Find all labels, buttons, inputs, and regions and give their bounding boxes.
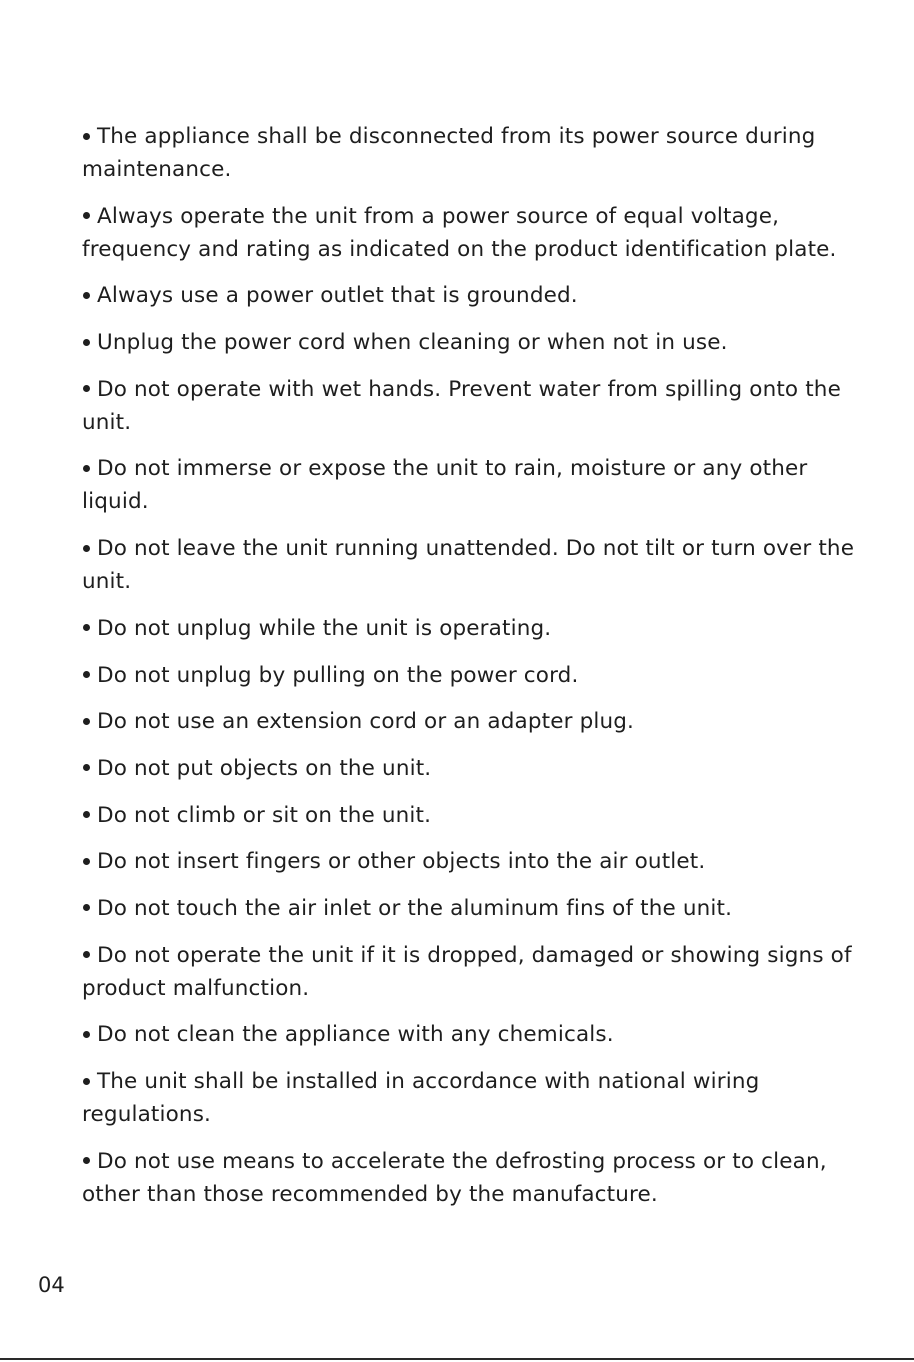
safety-item: [82, 326, 872, 359]
safety-item-text: Always use a power outlet that is grounded.: [97, 283, 578, 309]
bullet-icon: [83, 133, 90, 140]
safety-item-text: Do not touch the air inlet or the aluminum fins of the unit.: [97, 895, 733, 921]
bullet-icon: [83, 904, 90, 911]
safety-item-text: Do not clean the appliance with any chemicals.: [97, 1022, 614, 1048]
safety-item-text: The unit shall be installed in accordance with national wiring regulations.: [82, 1069, 760, 1127]
safety-item-text: Do not climb or sit on the unit.: [97, 802, 432, 828]
safety-item: [82, 200, 872, 266]
bullet-icon: [83, 624, 90, 631]
bullet-icon: [83, 764, 90, 771]
bullet-icon: [83, 811, 90, 818]
safety-item: [82, 659, 872, 692]
bullet-icon: [83, 465, 90, 472]
safety-item: [82, 845, 872, 878]
bullet-icon: [83, 1078, 90, 1085]
safety-item-text: Do not leave the unit running unattended. Do not tilt or turn over the unit.: [82, 536, 855, 595]
safety-item-text: Unplug the power cord when cleaning or when not in use.: [97, 330, 728, 356]
bullet-icon: [83, 545, 90, 552]
bullet-icon: [83, 292, 90, 299]
safety-item-text: Do not use an extension cord or an adapter plug.: [97, 709, 635, 735]
safety-item-text: The appliance shall be disconnected from its power source during maintenance.: [82, 124, 816, 182]
safety-item: [82, 279, 872, 312]
safety-item-text: Do not unplug by pulling on the power cord.: [97, 662, 579, 688]
safety-item: [82, 1145, 872, 1211]
safety-item-text: Do not use means to accelerate the defrosting process or to clean, other than those recommended by the manufacture.: [82, 1148, 827, 1207]
bullet-icon: [83, 858, 90, 865]
bullet-icon: [83, 1031, 90, 1038]
safety-item: [82, 120, 872, 186]
bullet-icon: [83, 339, 90, 346]
safety-item: [82, 1018, 872, 1051]
safety-item: [82, 532, 872, 598]
bullet-icon: [83, 385, 90, 392]
safety-item-text: Always operate the unit from a power source of equal voltage, frequency and rating as indicated on the product identification plate.: [82, 203, 837, 262]
bullet-icon: [83, 212, 90, 219]
bullet-icon: [83, 671, 90, 678]
bullet-icon: [83, 718, 90, 725]
safety-item: [82, 799, 872, 832]
bottom-divider: [0, 1358, 914, 1360]
bullet-icon: [83, 951, 90, 958]
safety-item: [82, 373, 872, 439]
safety-item: [82, 705, 872, 738]
safety-item-text: Do not immerse or expose the unit to rain, moisture or any other liquid.: [82, 456, 808, 515]
safety-item: [82, 752, 872, 785]
bullet-icon: [83, 1157, 90, 1164]
safety-instructions-list: [82, 120, 872, 1224]
safety-item: [82, 452, 872, 518]
safety-item-text: Do not operate with wet hands. Prevent water from spilling onto the unit.: [82, 376, 841, 435]
safety-item: [82, 892, 872, 925]
page-number: 04: [38, 1273, 65, 1297]
safety-item-text: Do not unplug while the unit is operating.: [97, 615, 552, 641]
safety-item: [82, 1065, 872, 1131]
safety-item-text: Do not operate the unit if it is dropped, damaged or showing signs of product malfunction.: [82, 942, 852, 1001]
safety-item: [82, 612, 872, 645]
safety-item-text: Do not insert fingers or other objects into the air outlet.: [97, 849, 706, 875]
safety-item: [82, 939, 872, 1005]
safety-item-text: Do not put objects on the unit.: [97, 755, 432, 781]
